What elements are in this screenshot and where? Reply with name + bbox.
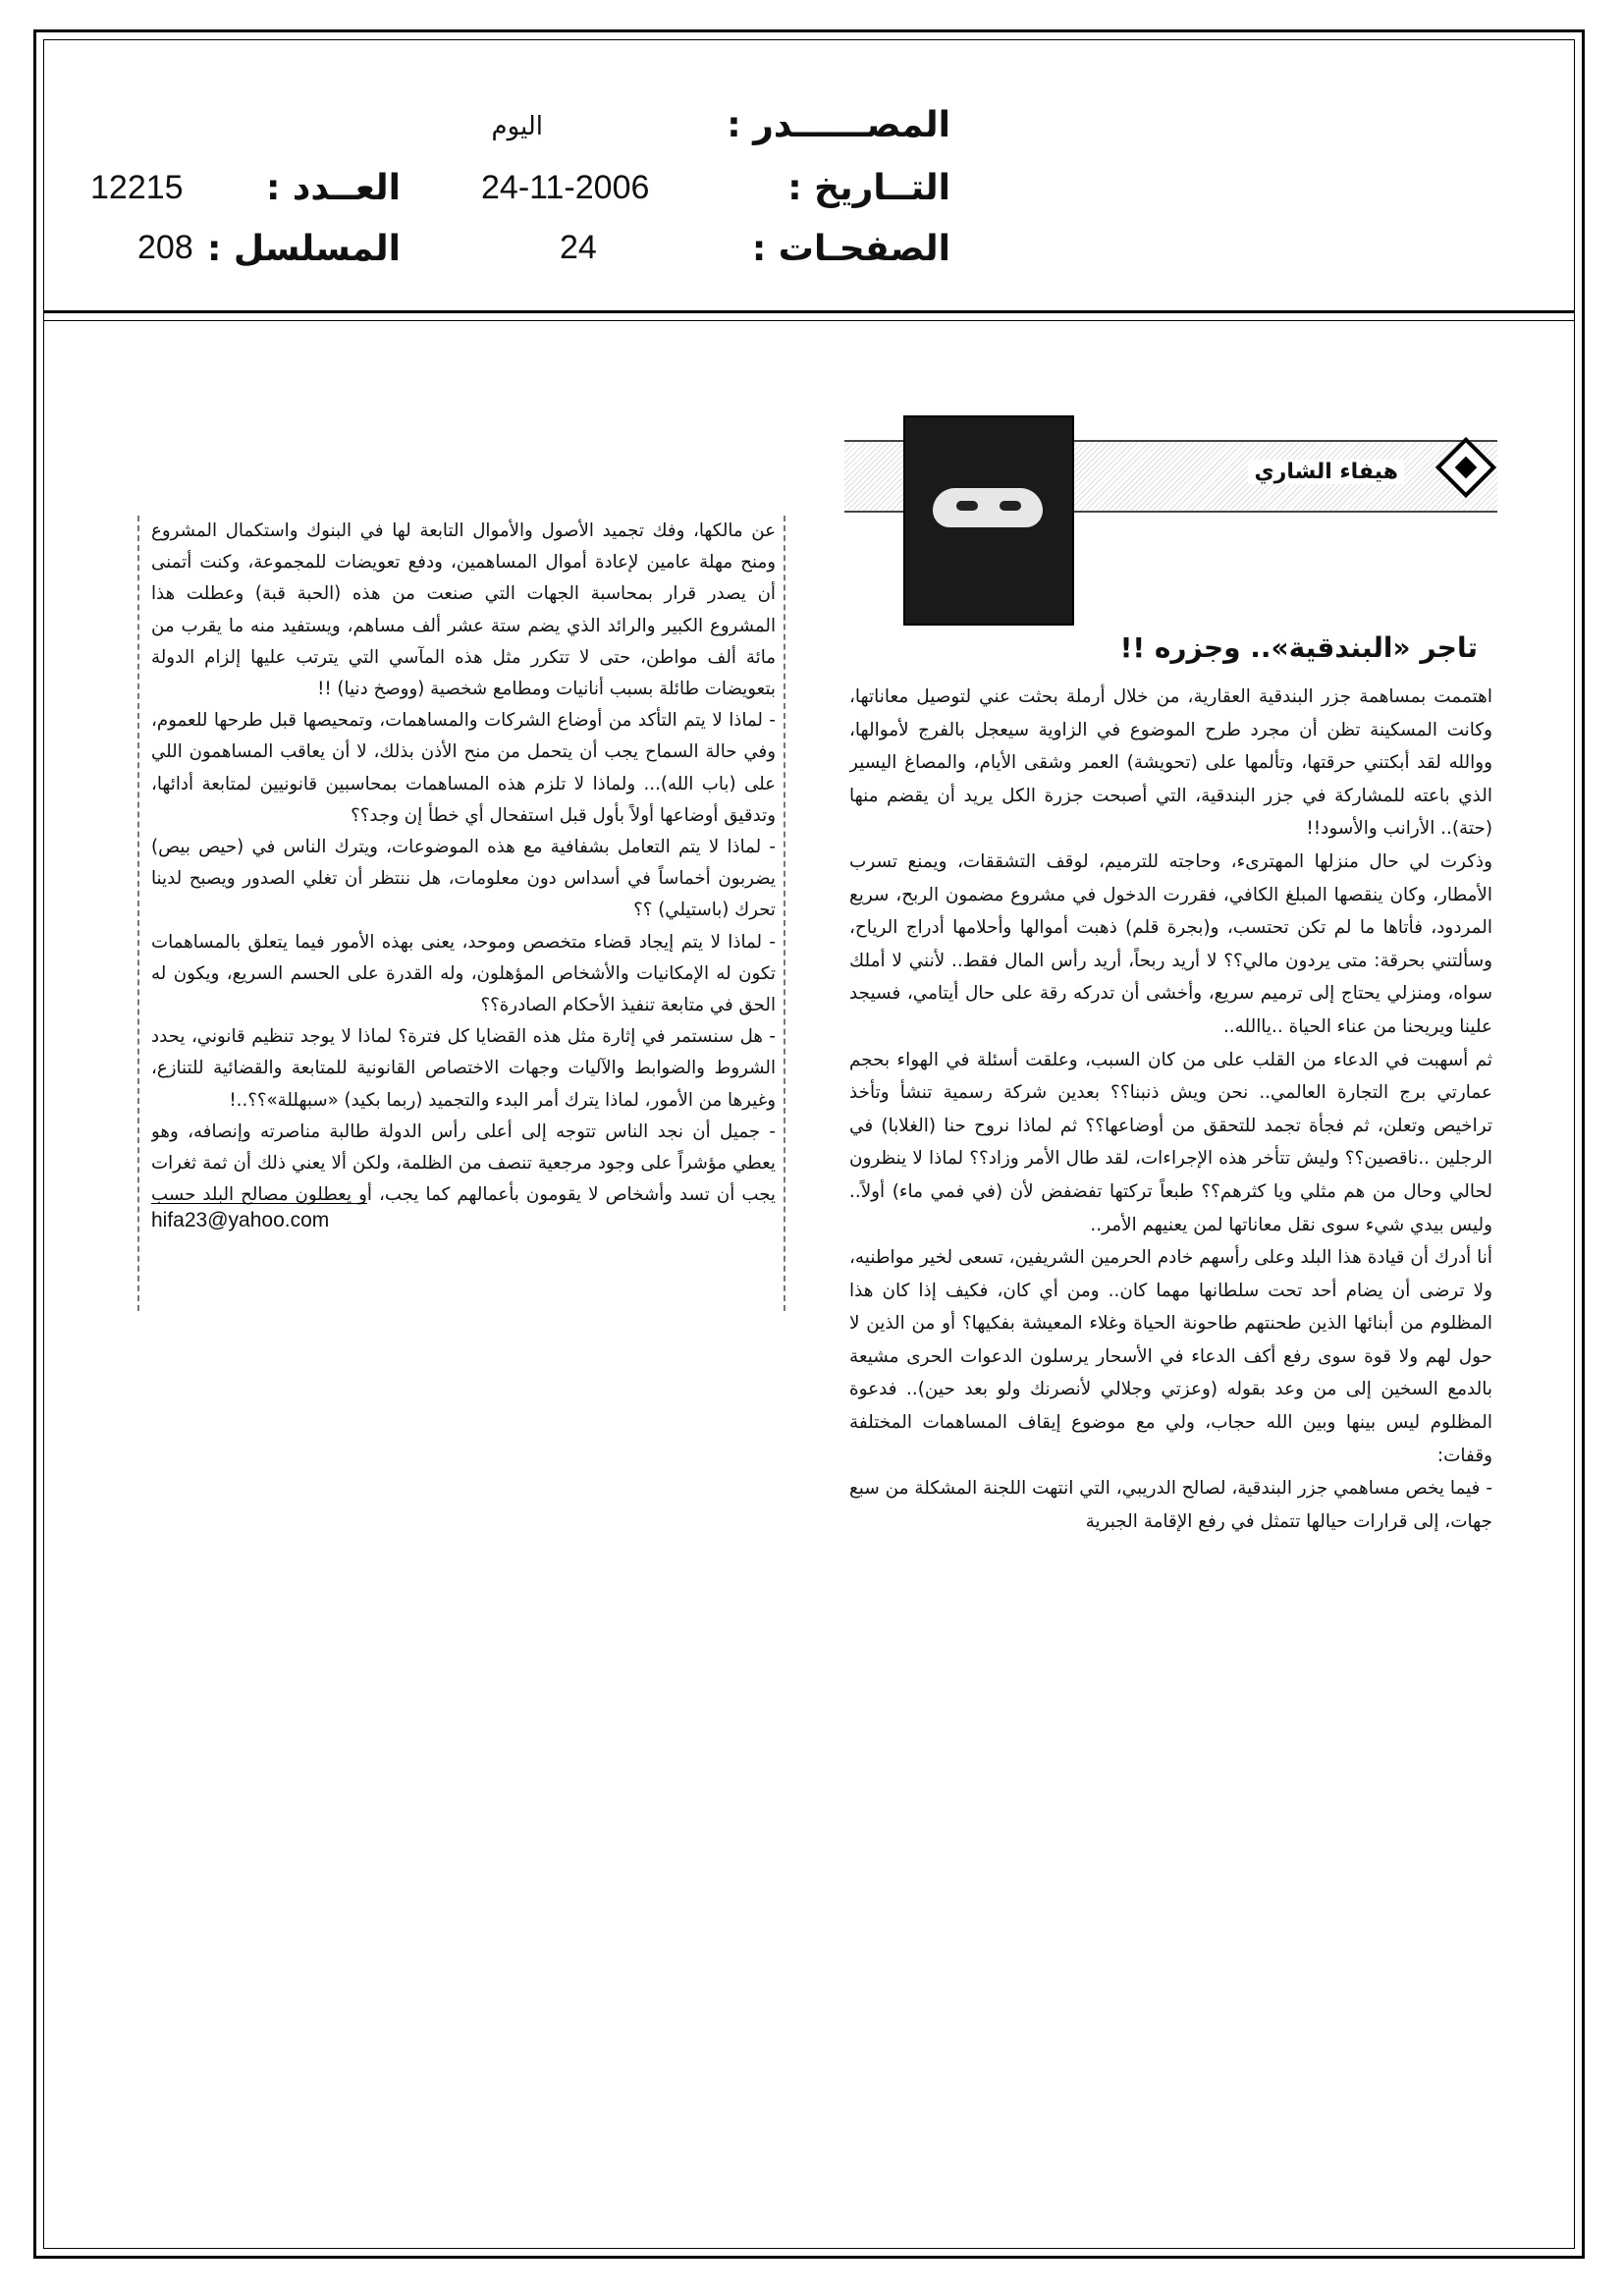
article-title: تاجر «البندقية».. وجزره !! (1119, 631, 1478, 664)
article-left-column (137, 516, 785, 1311)
paragraph: ثم أسهبت في الدعاء من القلب على من كان السبب، وعلقت أسئلة في الهواء بحجم عمارتي برج التجارة العالمي.. نحن ويش ذنبنا؟؟ بعدين شركة رسمية تنشأ وتأخذ تراخيص وتعلن، ثم فجأة تجمد للتحقق من أوضاعها؟؟ ثم لماذا نروح حنا (الغلابا) في الرجلين ..ناقصين؟؟ وليش تتأخر هذه الإجراءات، لقد طال الأمر وزاد؟؟ لماذا لا ينظرون لحالي وحال من هم مثلي ويا كثرهم؟؟ طبعاً تركتها تفضفض لأن (في فمي ماء) أولاً.. وليس بيدي شيء سوى نقل معاناتها لمن يعنيهم الأمر.. (849, 1049, 1492, 1235)
paragraph: - جميل أن نجد الناس تتوجه إلى أعلى رأس الدولة طالبة مناصرته وإنصافه، وهو يعطي مؤشراً على وجود مرجعية تنصف من الظلمة، ولكن ألا يعني ذلك أن ثمة ثغرات يجب أن تسد وأشخاص لا يقومون بأعمالهم كما يجب، أو يعطلون مصالح البلد حسب (151, 1121, 776, 1206)
issue-value: 12215 (90, 169, 184, 206)
paragraph: اهتممت بمساهمة جزر البندقية العقارية، من خلال أرملة بحثت عني لتوصيل معاناتها، وكانت المسكينة تظن أن مجرد طرح الموضوع في الزاوية سيعجل بالفرج لأموالها، ووالله لقد أبكتني حرقتها، وتألمها على (تحويشة) العمر وشقى الأيام، والمصاغ اليسير الذي باعته للمشاركة في جزر البندقية، التي أصبحت جزرة الكل يريد أن يقضم منها (حتة).. الأرانب والأسود!! (849, 686, 1492, 840)
paragraph: - فيما يخص مساهمي جزر البندقية، لصالح الدريبي، التي انتهت اللجنة المشكلة من سبع جهات، إلى قرارات حيالها تتمثل في رفع الإقامة الجبرية (849, 1478, 1492, 1532)
header-divider (43, 310, 1575, 313)
paragraph: - لماذا لا يتم التعامل بشفافية مع هذه الموضوعات، ويترك الناس في (حيص بيص) يضربون أخماساً في أسداس دون معلومات، هل ننتظر أن تغلي الصدور ويصبح لدينا تحرك (باستيلي) ؟؟ (151, 837, 776, 921)
author-email: hifa23@yahoo.com (151, 1209, 330, 1231)
pages-label: الصفحـات : (751, 229, 950, 269)
paragraph: وذكرت لي حال منزلها المهترىء، وحاجته للترميم، لوقف التشققات، ويمنع تسرب الأمطار، وكان ينقصها المبلغ الكافي، فقررت الدخول في مشروع مضمون الربح، سريع المردود، فأتاها ما لم تكن تحتسب، و(بجرة قلم) ذهبت أموالها وأحلامها أدراج الرياح، وسألتني بحرقة: متى يردون مالي؟؟ لا أريد ربحاً، أريد رأس المال فقط.. لأنني لا أملك سواه، ومنزلي يحتاج إلى ترميم سريع، وأخشى أن تدركه رقة على حال أيتامي، فسيجد علينا ويريحنا من عناء الحياة ..ياالله.. (849, 850, 1492, 1037)
pages-value: 24 (560, 229, 597, 266)
paragraph: - لماذا لا يتم إيجاد قضاء متخصص وموحد، يعنى بهذه الأمور فيما يتعلق بالمساهمات تكون له الإمكانيات والأشخاص المؤهلون، وله القدرة على الحسم السريع، ويكون له الحق في متابعة تنفيذ الأحكام الصادرة؟؟ (151, 931, 776, 1016)
article-body-right (849, 681, 1492, 1731)
issue-label: العــدد : (266, 168, 401, 208)
serial-label: المسلسل : (206, 229, 401, 269)
paragraph: - هل سنستمر في إثارة مثل هذه القضايا كل فترة؟ لماذا لا يوجد تنظيم قانوني، يحدد الشروط والضوابط والآليات وجهات الاختصاص القانونية للمتابعة والقضائية للتنازع، وغيرها من الأمور، لماذا يترك أمر البدء والتجميد (ربما بكيد) «سبهللة»؟؟..! (151, 1026, 776, 1111)
article-right-column (844, 440, 1497, 1731)
paragraph: أنا أدرك أن قيادة هذا البلد وعلى رأسهم خادم الحرمين الشريفين، تسعى لخير مواطنيه، ولا ترضى أن يضام أحد تحت سلطانها مهما كان.. ومن أي كان، فكيف إذا كان هذا المظلوم من أبنائها الذين طحنتهم طاحونة الحياة وغلاء المعيشة بفكيها؟ أو من الذين لا حول لهم ولا قوة سوى رفع أكف الدعاء في الأسحار يرسلون الدعوات الحرى مشيعة بالدمع السخين إلى من وعد بقوله (وعزتي وجلالي لأنصرنك ولو بعد حين).. فدعوة المظلوم ليس بينها وبين الله حجاب، ولي مع موضوع إيقاف المساهمات المختلفة وقفات: (849, 1247, 1492, 1466)
article-body-left (151, 516, 776, 1213)
serial-value: 208 (137, 229, 193, 266)
source-value: اليوم (491, 112, 543, 141)
date-value: 24-11-2006 (481, 169, 650, 206)
author-name: هيفاء الشاري (1248, 460, 1404, 484)
date-label: التــاريخ : (787, 168, 950, 208)
header-divider-thin (43, 320, 1575, 321)
author-photo (903, 415, 1074, 626)
email-divider (151, 1203, 367, 1204)
paragraph: - لماذا لا يتم التأكد من أوضاع الشركات والمساهمات، وتمحيصها قبل طرحها للعموم، وفي حالة السماح يجب أن يتحمل من منح الأذن بذلك، لا أن يعاقب المساهمون اللي على (باب الله)... ولماذا لا تلزم هذه المساهمات بمحاسبين قانونيين لمتابعة أدائها، وتدقيق أوضاعها أولاً بأول قبل استفحال أي خطأ إن وجد؟؟ (151, 710, 776, 826)
source-label: المصــــــدر : (727, 105, 950, 145)
paragraph: عن مالكها، وفك تجميد الأصول والأموال التابعة لها في البنوك واستكمال المشروع ومنح مهلة عامين لإعادة أموال المساهمين، ودفع تعويضات للمجموعة، وكنت أتمنى أن يصدر قرار بمحاسبة الجهات التي صنعت من هذه (الحبة قبة) وعطلت هذا المشروع الكبير والرائد الذي يضم ستة عشر ألف مساهم، ويستفيد منه ما يقرب من مائة ألف مواطن، حتى لا تتكرر مثل هذه المآسي التي يترتب عليها إلزام الدولة بتعويضات طائلة بسبب أنانيات ومطامع شخصية (ووصخ دنيا) !! (151, 520, 776, 700)
